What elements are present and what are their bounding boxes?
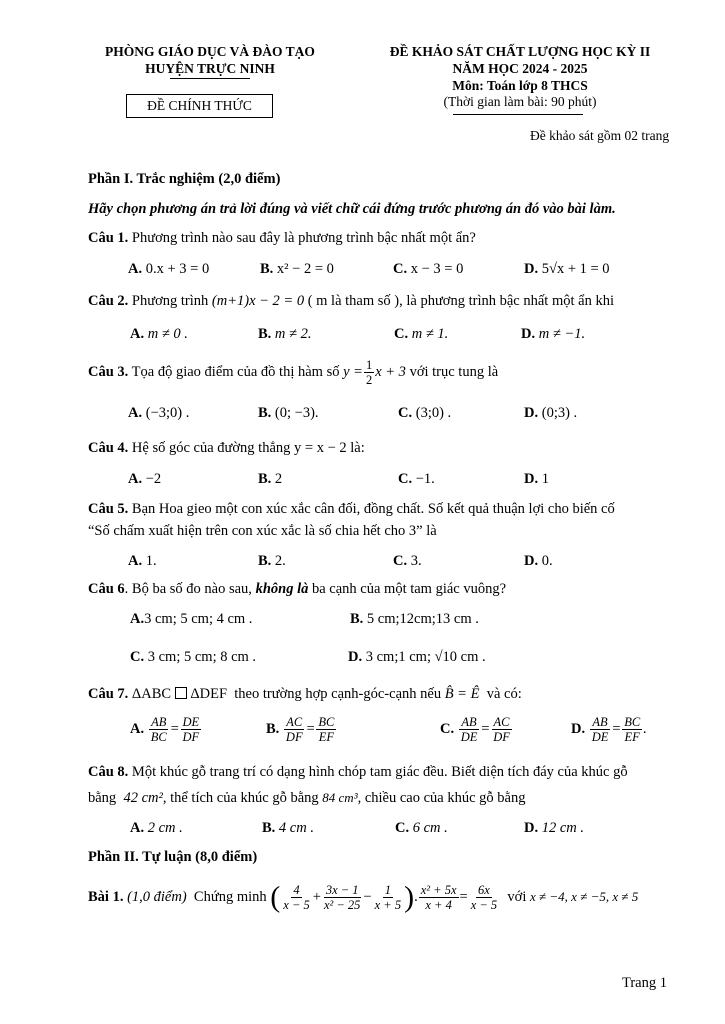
q5-option-a-text: 1. [145,553,157,569]
question-3-label: Câu 3. [88,364,129,380]
q4-option-b: B. 2 [258,471,283,487]
question-1-label: Câu 1. [88,230,129,246]
q3-option-c-text: (3;0) . [415,405,452,421]
time-underline [453,114,583,115]
question-1 [88,230,476,247]
question-6-label: Câu 6 [88,581,125,597]
bai-1-condition: x ≠ −4, x ≠ −5, x ≠ 5 [530,889,639,904]
bai-1-with: với [507,889,527,905]
question-8 [88,764,628,781]
q3-option-d-text: (0;3) . [541,405,578,421]
part1-instruction: Hãy chọn phương án trả lời đúng và viết chữ cái đứng trước phương án đó vào bài làm. [88,201,616,217]
q8-option-d-text: 12 cm . [541,820,585,836]
question-3 [88,355,498,389]
similar-symbol-icon [175,687,187,699]
question-5-text-line2: “Số chấm xuất hiện trên con xúc xắc là số chia hết cho 3” là [88,523,437,539]
question-3-text-b: với trục tung là [409,364,499,380]
part1-title: Phần I. Trắc nghiệm (2,0 điểm) [88,171,281,187]
question-6-text-b: ba cạnh của một tam giác vuông? [311,581,507,597]
exam-title: ĐỀ KHẢO SÁT CHẤT LƯỢNG HỌC KỲ II [389,44,651,59]
q1-option-a: A. 0.x + 3 = 0 [128,261,210,277]
q3-option-d: D. (0;3) . [524,405,578,421]
question-2-label: Câu 2. [88,293,129,309]
q6-option-b-text: 5 cm;12cm;13 cm . [366,611,479,627]
q6-option-c: C. 3 cm; 5 cm; 8 cm . [130,649,257,665]
question-3-rhs: x + 3 [375,364,406,380]
q3-option-a-text: (−3;0) . [145,405,190,421]
q4-option-b-text: 2 [274,471,283,487]
question-2-math: (m+1)x − 2 = 0 [211,293,305,309]
q3-option-b-text: (0; −3). [274,405,319,421]
q6-option-d-text: 3 cm;1 cm; √10 cm . [365,649,486,665]
q1-option-d-text: 5√x + 1 = 0 [541,261,610,277]
question-7-angle: B̂ = Ê [444,686,480,702]
q4-option-a-text: −2 [145,471,162,487]
q3-option-c: C. (3;0) . [398,405,452,421]
q6-option-d: D. 3 cm;1 cm; √10 cm . [348,649,486,665]
question-6 [88,581,506,598]
q6-option-a-text: 3 cm; 5 cm; 4 cm . [144,611,253,627]
q5-option-b: B. 2. [258,553,286,569]
q3-option-a: A. (−3;0) . [128,405,190,421]
question-2 [88,293,614,310]
q2-option-b-text: m ≠ 2. [274,326,312,342]
question-2-text-a: Phương trình [131,293,209,309]
q8-option-a-text: 2 cm . [147,820,183,836]
question-1-text: Phương trình nào sau đây là phương trình bậc nhất một ẩn? [131,230,476,246]
q5-option-d-text: 0. [541,553,553,569]
question-7 [88,686,522,703]
q8-option-c-text: 6 cm . [412,820,448,836]
q5-option-a: A. 1. [128,553,157,569]
q6-option-c-text: 3 cm; 5 cm; 8 cm . [147,649,257,665]
bai-1-points: (1,0 điểm) [127,889,187,905]
question-4-text: Hệ số góc của đường thẳng y = x − 2 là: [131,440,365,456]
question-8-area: 42 cm² [123,790,163,806]
q5-option-c: C. 3. [393,553,422,569]
q2-option-d: D. m ≠ −1. [521,326,586,342]
q8-option-d: D. 12 cm . [524,820,585,836]
part2-title: Phần II. Tự luận (8,0 điểm) [88,849,258,865]
q1-option-b: B. x² − 2 = 0 [260,261,334,277]
q1-option-a-text: 0.x + 3 = 0 [145,261,210,277]
q2-option-a-text: m ≠ 0 . [147,326,188,342]
question-3-lhs: y = [343,364,363,380]
q5-option-b-text: 2. [274,553,286,569]
q1-option-b-text: x² − 2 = 0 [276,261,334,277]
question-4 [88,440,365,457]
q2-option-a: A. m ≠ 0 . [130,326,188,342]
q3-option-b: B. (0; −3). [258,405,319,421]
page-number: Trang 1 [622,975,667,991]
q1-option-c-text: x − 3 = 0 [410,261,464,277]
question-8-line2: bằng 42 cm², thể tích của khúc gỗ bằng 84 cm³, chiều cao của khúc gỗ bằng [88,790,526,806]
q4-option-c: C. −1. [398,471,435,487]
q7-option-d: D. $\frac{AB}{DE}$ = $\frac{BC}{EF}$ . [571,715,647,744]
q2-option-d-text: m ≠ −1. [538,326,586,342]
question-7-triangle-2: ΔDEF [190,686,228,702]
q4-option-a: A. −2 [128,471,162,487]
q8-option-b-text: 4 cm . [278,820,314,836]
q8-option-b: B. 4 cm . [262,820,314,836]
q8-option-a: A. 2 cm . [130,820,183,836]
q6-option-b: B. 5 cm;12cm;13 cm . [350,611,479,627]
question-8-volume: 84 cm³ [322,790,358,805]
question-7-text-a: theo trường hợp cạnh-góc-cạnh nếu [234,686,442,702]
district-name: HUYỆN TRỰC NINH [145,61,275,76]
q2-option-c-text: m ≠ 1. [411,326,449,342]
q7-option-a: A. $\frac{AB}{BC}$ = $\frac{DE}{DF}$ [130,715,200,744]
question-3-fraction: $\frac{1}{2}$ [365,358,373,388]
school-year: NĂM HỌC 2024 - 2025 [452,61,588,76]
question-8-label: Câu 8. [88,764,129,780]
q1-option-c: C. x − 3 = 0 [393,261,464,277]
q7-option-c: C. $\frac{AB}{DE}$ = $\frac{AC}{DF}$ [440,715,510,744]
question-3-text-a: Tọa độ giao điểm của đồ thị hàm số [131,364,340,380]
q5-option-d: D. 0. [524,553,553,569]
question-7-label: Câu 7. [88,686,129,702]
official-exam-box: ĐỀ CHÍNH THỨC [126,94,273,118]
bai-1-label: Bài 1. [88,889,124,905]
q4-option-d: D. 1 [524,471,549,487]
question-6-text-a: . Bộ ba số đo nào sau, [124,581,252,597]
pages-note: Đề khảo sát gồm 02 trang [530,128,670,143]
bai-1-text: Chứng minh [193,889,267,905]
question-2-text-b: ( m là tham số ), là phương trình bậc nhất một ẩn khi [307,293,614,309]
q8-option-c: C. 6 cm . [395,820,448,836]
q6-option-a: A.3 cm; 5 cm; 4 cm . [130,611,253,627]
question-5 [88,501,615,518]
q1-option-d: D. 5√x + 1 = 0 [524,261,610,277]
question-7-triangle-1: ΔABC [131,686,172,702]
time-limit: (Thời gian làm bài: 90 phút) [443,94,597,109]
q4-option-c-text: −1. [415,471,435,487]
q2-option-c: C. m ≠ 1. [394,326,449,342]
department-name: PHÒNG GIÁO DỤC VÀ ĐÀO TẠO [105,44,315,59]
q7-option-b: B. $\frac{AC}{DF}$ = $\frac{BC}{EF}$ [266,715,335,744]
question-5-label: Câu 5. [88,501,129,517]
bai-1: Bài 1. (1,0 điểm) Chứng minh ( $\frac{4}{x - 5}$ + $\frac{3x - 1}{\text{x² − 25}}$ − $\frac{1}{x + 5}$ ). $\frac{\text{x² + 5x}}{x + 4}$ = $\frac{6x}{x - 5}$ với x ≠ −4, x ≠ −5, x ≠ 5 [88,880,639,914]
question-5-text-line1: Bạn Hoa gieo một con xúc xắc cân đối, đồng chất. Số kết quả thuận lợi cho biến cố [131,501,615,517]
q2-option-b: B. m ≠ 2. [258,326,312,342]
district-underline [170,78,250,79]
question-8-text-line1: Một khúc gỗ trang trí có dạng hình chóp tam giác đều. Biết diện tích đáy của khúc gỗ [131,764,628,780]
subject: Môn: Toán lớp 8 THCS [452,78,588,93]
question-7-text-b: và có: [486,686,522,702]
question-6-emphasis: không là [255,581,309,597]
q5-option-c-text: 3. [410,553,422,569]
question-4-label: Câu 4. [88,440,129,456]
q4-option-d-text: 1 [541,471,549,487]
